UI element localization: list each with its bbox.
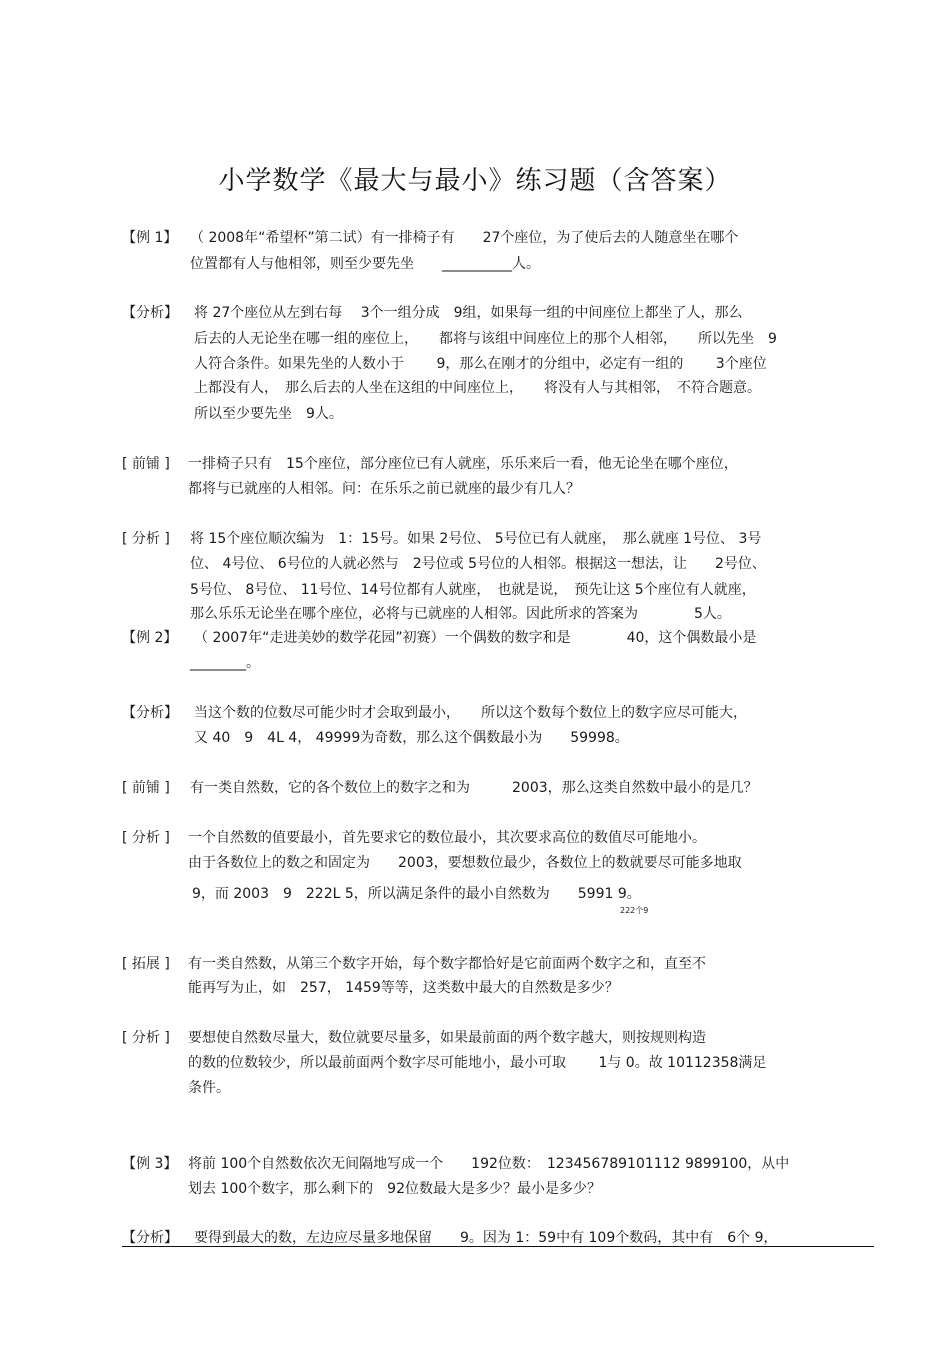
- analysis-1-line-1: 将 27个座位从左到右每 3个一组分成 9组，如果每一组的中间座位上都坐了人，那么: [194, 305, 743, 321]
- analysis-3-line-1: 当这个数的位数尽可能少时才会取到最小， 所以这个数每个数位上的数字应尽可能大，: [194, 705, 747, 721]
- analysis-4-line-2: 由于各数位上的数之和固定为 2003，要想数位最少，各数位上的数就要尽可能多地取: [188, 855, 742, 871]
- extension-line-1: 有一类自然数，从第三个数字开始，每个数字都恰好是它前面两个数字之和，直至不: [188, 956, 706, 972]
- warmup-1-label: [ 前铺 ]: [122, 456, 170, 472]
- example-2-line-2: ________。: [190, 655, 260, 671]
- analysis-5-label: [ 分析 ]: [122, 1030, 170, 1046]
- example-1-line-1: （ 2008年“希望杯”第二试）有一排椅子有 27个座位，为了使后去的人随意坐在哪个: [190, 230, 739, 246]
- analysis-6-line-1: 要得到最大的数，左边应尽量多地保留 9。因为 1：59中有 109个数码，其中有 6个 9，: [194, 1230, 778, 1246]
- bottom-rule: [122, 1246, 874, 1247]
- analysis-2-line-1: 将 15个座位顺次编为 1：15号。如果 2号位、 5号位已有人就座， 那么就座 1号位、 3号: [190, 531, 762, 547]
- analysis-6-label: 【分析】: [122, 1230, 178, 1246]
- analysis-2-line-4: 那么乐乐无论坐在哪个座位，必将与已就座的人相邻。因此所求的答案为 5人。: [190, 606, 731, 622]
- warmup-1-line-1: 一排椅子只有 15个座位，部分座位已有人就座，乐乐来后一看，他无论坐在哪个座位，: [188, 456, 738, 472]
- analysis-2-line-2: 位、 4号位、 6号位的人就必然与 2号位或 5号位的人相邻。根据这一想法，让 2号位、: [190, 556, 766, 572]
- analysis-1-label: 【分析】: [122, 305, 178, 321]
- example-2-line-1: （ 2007年“走进美妙的数学花园”初赛）一个偶数的数字和是 40，这个偶数最小是: [194, 630, 757, 646]
- page-title: 小学数学《最大与最小》练习题（含答案）: [218, 166, 732, 196]
- example-3-label: 【例 3】: [122, 1156, 178, 1172]
- analysis-4-line-3: 9，而 2003 9 222L 5，所以满足条件的最小自然数为 5991 9。: [192, 886, 641, 902]
- analysis-4-label: [ 分析 ]: [122, 830, 170, 846]
- analysis-1-line-2: 后去的人无论坐在哪一组的座位上， 都将与该组中间座位上的那个人相邻， 所以先坐 9: [194, 331, 777, 347]
- analysis-4-line-1: 一个自然数的值要最小，首先要求它的数位最小，其次要求高位的数值尽可能地小。: [188, 830, 706, 846]
- analysis-1-line-4: 上都没有人， 那么后去的人坐在这组的中间座位上， 将没有人与其相邻， 不符合题意。: [194, 380, 761, 396]
- analysis-5-line-1: 要想使自然数尽量大，数位就要尽量多，如果最前面的两个数字越大，则按规则构造: [188, 1030, 706, 1046]
- extension-label: [ 拓展 ]: [122, 956, 170, 972]
- warmup-2-line-1: 有一类自然数，它的各个数位上的数字之和为 2003，那么这类自然数中最小的是几？: [190, 780, 758, 796]
- example-3-line-2: 划去 100个数字，那么剩下的 92位数最大是多少？最小是多少？: [188, 1181, 601, 1197]
- example-2-label: 【例 2】: [122, 630, 178, 646]
- analysis-1-line-3: 人符合条件。如果先坐的人数小于 9，那么在刚才的分组中，必定有一组的 3个座位: [194, 356, 767, 372]
- analysis-2-line-3: 5号位、 8号位、 11号位、14号位都有人就座， 也就是说， 预先让这 5个座位有人就座，: [190, 582, 756, 598]
- analysis-3-label: 【分析】: [122, 705, 178, 721]
- analysis-1-line-5: 所以至少要先坐 9人。: [194, 406, 343, 422]
- analysis-2-label: [ 分析 ]: [122, 531, 170, 547]
- warmup-2-label: [ 前铺 ]: [122, 780, 170, 796]
- analysis-5-line-2: 的数的位数较少，所以最前面两个数字尽可能地小，最小可取 1与 0。故 10112358满足: [188, 1055, 767, 1071]
- example-1-label: 【例 1】: [122, 230, 178, 246]
- analysis-4-subscript: 222个9: [620, 906, 649, 915]
- example-1-line-2: 位置都有人与他相邻，则至少要先坐 __________人。: [190, 256, 540, 272]
- example-3-line-1: 将前 100个自然数依次无间隔地写成一个 192位数： 123456789101112 9899100，从中: [188, 1156, 790, 1172]
- extension-line-2: 能再写为止，如 257， 1459等等，这类数中最大的自然数是多少？: [188, 980, 619, 996]
- warmup-1-line-2: 都将与已就座的人相邻。问：在乐乐之前已就座的最少有几人？: [188, 481, 580, 497]
- analysis-5-line-3: 条件。: [188, 1080, 230, 1096]
- analysis-3-line-2: 又 40 9 4L 4， 49999为奇数，那么这个偶数最小为 59998。: [194, 730, 629, 746]
